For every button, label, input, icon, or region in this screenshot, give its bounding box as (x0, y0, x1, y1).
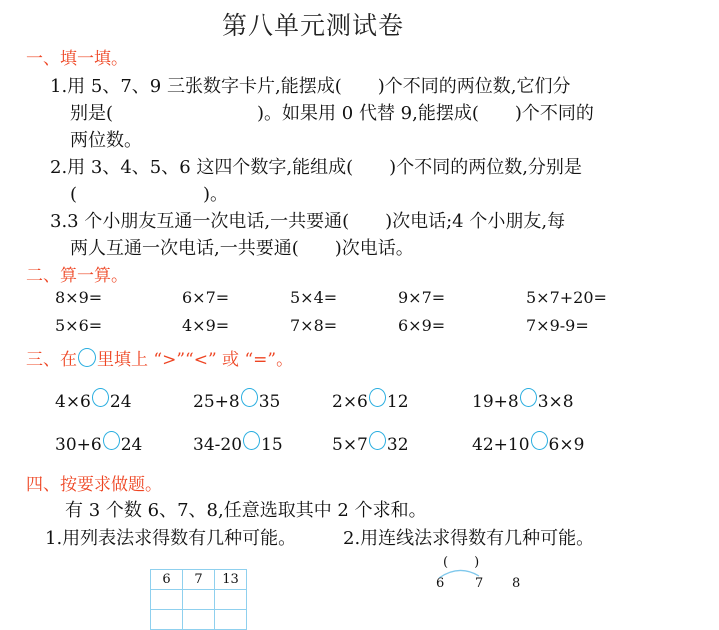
section-4-heading: 四、按要求做题。 (26, 475, 162, 495)
compare-right: 35 (258, 392, 281, 412)
connect-number: 6 (436, 576, 445, 591)
calc-item: 4×9= (182, 316, 230, 335)
compare-right: 6×9 (548, 435, 585, 455)
calc-item: 9×7= (398, 288, 446, 307)
connect-number: 7 (475, 576, 484, 591)
compare-circle[interactable] (241, 388, 258, 407)
compare-left: 34-20 (193, 435, 243, 455)
table-row (151, 570, 247, 590)
table-cell[interactable] (183, 590, 215, 610)
compare-circle[interactable] (520, 388, 537, 407)
compare-item (193, 392, 280, 412)
table-row (151, 590, 247, 610)
q1-line3: 两位数。 (70, 130, 142, 151)
calc-item: 7×9-9= (526, 316, 589, 335)
compare-item (55, 392, 132, 412)
compare-circle[interactable] (103, 431, 120, 450)
compare-right: 12 (386, 392, 409, 412)
calc-item: 6×9= (398, 316, 446, 335)
task-2-label: 2.用连线法求得数有几种可能。 (343, 528, 595, 549)
compare-item (472, 392, 574, 412)
compare-item (193, 435, 283, 455)
calc-item: 5×4= (290, 288, 338, 307)
task-1-label: 1.用列表法求得数有几种可能。 (45, 528, 297, 549)
compare-circle[interactable] (369, 431, 386, 450)
compare-right: 3×8 (537, 392, 574, 412)
table-cell[interactable]: 7 (183, 570, 215, 590)
compare-item (55, 435, 142, 455)
section-3-heading-after: 里填上 “>”“<” 或 “=”。 (97, 350, 294, 370)
table-cell[interactable] (215, 590, 247, 610)
compare-item (332, 435, 409, 455)
compare-left: 5×7 (332, 435, 368, 455)
table-cell[interactable] (151, 610, 183, 630)
table-cell[interactable] (151, 590, 183, 610)
compare-right: 15 (261, 435, 283, 455)
q3-line1: 3.3 个小朋友互通一次电话,一共要通( )次电话;4 个小朋友,每 (50, 211, 566, 232)
connect-blank[interactable]: ( ) (443, 555, 480, 570)
table-cell[interactable]: 13 (215, 570, 247, 590)
section-2-heading: 二、算一算。 (26, 266, 128, 286)
calc-item: 5×7+20= (526, 288, 607, 307)
calc-item: 8×9= (55, 288, 103, 307)
compare-circle[interactable] (92, 388, 109, 407)
compare-left: 42+10 (472, 435, 530, 455)
section-1-heading: 一、填一填。 (26, 49, 128, 69)
table-cell[interactable]: 6 (151, 570, 183, 590)
compare-circle[interactable] (243, 431, 260, 450)
list-table (150, 569, 247, 630)
compare-left: 25+8 (193, 392, 240, 412)
compare-left: 19+8 (472, 392, 519, 412)
section-3-heading (26, 345, 293, 370)
q1-line2: 别是( )。如果用 0 代替 9,能摆成( )个不同的 (70, 103, 594, 124)
table-row (151, 610, 247, 630)
compare-item (332, 392, 409, 412)
section-3-heading-before: 三、在 (26, 350, 77, 370)
calc-item: 5×6= (55, 316, 103, 335)
circle-icon (78, 348, 96, 367)
compare-right: 32 (386, 435, 409, 455)
q2-line2: ( )。 (70, 184, 229, 205)
compare-left: 30+6 (55, 435, 102, 455)
table-cell[interactable] (215, 610, 247, 630)
calc-item: 6×7= (182, 288, 230, 307)
q2-line1: 2.用 3、4、5、6 这四个数字,能组成( )个不同的两位数,分别是 (50, 157, 582, 178)
q3-line2: 两人互通一次电话,一共要通( )次电话。 (70, 238, 414, 259)
compare-circle[interactable] (369, 388, 386, 407)
compare-left: 4×6 (55, 392, 91, 412)
table-cell[interactable] (183, 610, 215, 630)
compare-right: 24 (109, 392, 132, 412)
compare-left: 2×6 (332, 392, 368, 412)
compare-right: 24 (120, 435, 143, 455)
section-4-intro: 有 3 个数 6、7、8,任意选取其中 2 个求和。 (65, 500, 427, 521)
page-title: 第八单元测试卷 (222, 11, 405, 40)
calc-item: 7×8= (290, 316, 338, 335)
compare-item (472, 435, 584, 455)
q1-line1: 1.用 5、7、9 三张数字卡片,能摆成( )个不同的两位数,它们分 (50, 76, 571, 97)
compare-circle[interactable] (531, 431, 548, 450)
connect-number: 8 (512, 576, 521, 591)
